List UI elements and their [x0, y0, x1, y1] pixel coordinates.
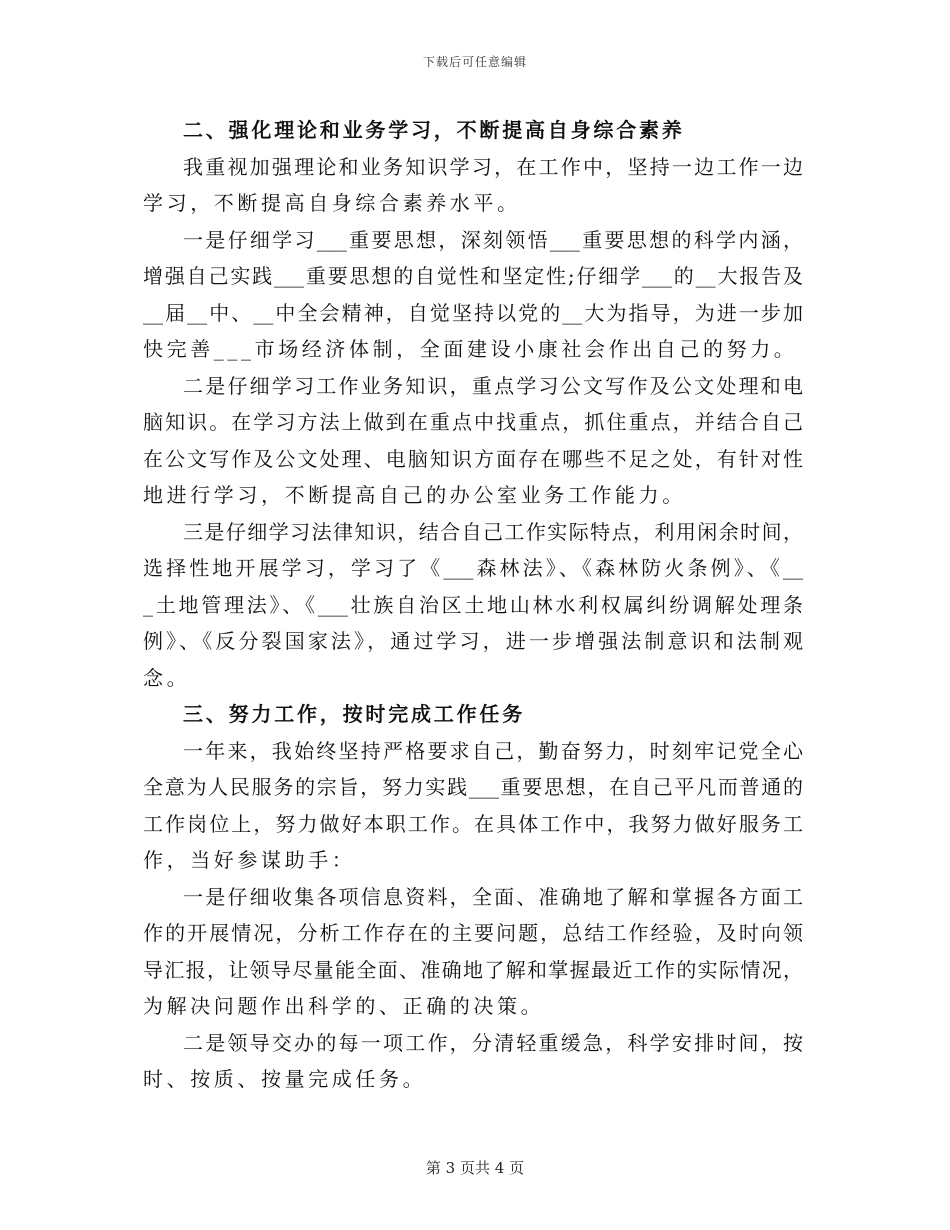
text-line: 为解决问题作出科学的、正确的决策。: [143, 994, 545, 1018]
text-line: 导汇报，让领导尽量能全面、准确地了解和掌握最近工作的实际情况，: [143, 957, 803, 982]
text-line: 地进行学习，不断提高自己的办公室业务工作能力。: [143, 483, 686, 507]
text-line: __届__中、__中全会精神，自觉坚持以党的__大为指导，为进一步加: [143, 300, 803, 325]
text-line: 选择性地开展学习，学习了《___森林法》、《森林防火条例》、《__: [143, 556, 803, 580]
text-line: 作的开展情况，分析工作存在的主要问题，总结工作经验，及时向领: [143, 921, 803, 945]
text-line: 三是仔细学习法律知识，结合自己工作实际特点，利用闲余时间，: [183, 519, 803, 544]
text-line: 脑知识。在学习方法上做到在重点中找重点，抓住重点，并结合自己: [143, 410, 803, 434]
text-line: 一年来，我始终坚持严格要求自己，勤奋努力，时刻牢记党全心: [183, 738, 803, 763]
text-line: 学习，不断提高自身综合素养水平。: [143, 191, 521, 215]
text-line: 作，当好参谋助手：: [143, 848, 356, 872]
text-line: 二是仔细学习工作业务知识，重点学习公文写作及公文处理和电: [183, 373, 803, 398]
text-line: 二是领导交办的每一项工作，分清轻重缓急，科学安排时间，按: [183, 1030, 803, 1055]
page-footer: 第 3 页共 4 页: [425, 1159, 525, 1177]
text-line: 念。: [143, 665, 191, 690]
text-line: 全意为人民服务的宗旨，努力实践___重要思想，在自己平凡而普通的: [143, 775, 803, 799]
section-heading: 二、强化理论和业务学习，不断提高自身综合素养: [183, 118, 685, 142]
text-line: 时、按质、按量完成任务。: [143, 1067, 427, 1091]
document-body: [143, 112, 803, 1098]
text-line: 我重视加强理论和业务知识学习，在工作中，坚持一边工作一边: [183, 154, 803, 179]
text-line: 一是仔细收集各项信息资料，全面、准确地了解和掌握各方面工: [183, 884, 803, 909]
text-line: 例》、《反分裂国家法》，通过学习，进一步增强法制意识和法制观: [143, 629, 803, 653]
section-heading: 三、努力工作，按时完成工作任务: [183, 702, 525, 726]
text-line: 一是仔细学习___重要思想，深刻领悟___重要思想的科学内涵，: [183, 227, 803, 252]
text-line: 增强自己实践___重要思想的自觉性和坚定性;仔细学___的__大报告及: [143, 264, 803, 288]
text-line: 快完善___市场经济体制，全面建设小康社会作出自己的努力。: [143, 337, 798, 361]
page-header: 下载后可任意编辑: [422, 55, 527, 69]
text-line: 工作岗位上，努力做好本职工作。在具体工作中，我努力做好服务工: [143, 811, 803, 836]
text-line: 在公文写作及公文处理、电脑知识方面存在哪些不足之处，有针对性: [143, 446, 803, 471]
text-line: _土地管理法》、《___壮族自治区土地山林水利权属纠纷调解处理条: [143, 592, 803, 617]
